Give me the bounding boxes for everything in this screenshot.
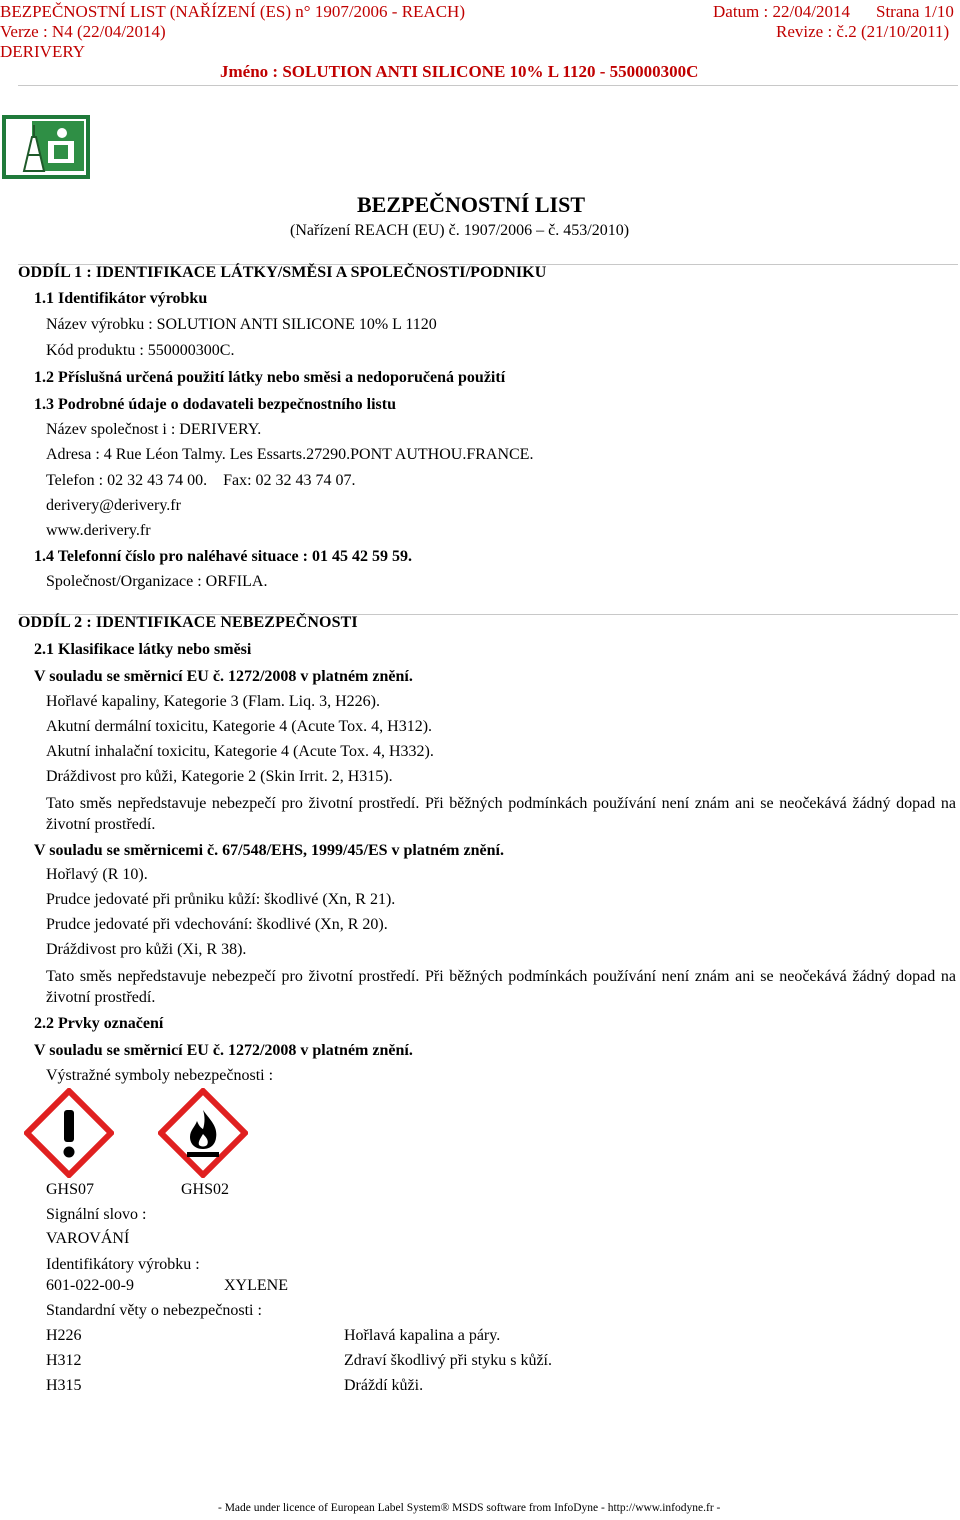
clp-item: Akutní dermální toxicitu, Kategorie 4 (Acute Tox. 4, H312). xyxy=(46,718,433,735)
dsd-item: Prudce jedovaté při vdechování: škodlivé (Xn, R 20). xyxy=(46,916,388,933)
clp-item: Akutní inhalační toxicitu, Kategorie 4 (Acute Tox. 4, H332). xyxy=(46,743,434,760)
supplier-name: Název společnost i : DERIVERY. xyxy=(46,421,262,438)
s11-title: 1.1 Identifikátor výrobku xyxy=(34,290,208,307)
footer-text: - Made under licence of European Label System® MSDS software from InfoDyne - http://www.infodyne.fr - xyxy=(218,1502,721,1514)
s12-title: 1.2 Příslušná určená použití látky nebo směsi a nedoporučená použití xyxy=(34,369,506,386)
hazard-text: Zdraví škodlivý při styku s kůží. xyxy=(344,1352,552,1369)
dsd-item: Prudce jedovaté při průniku kůží: škodlivé (Xn, R 21). xyxy=(46,891,396,908)
hazard-text: Hořlavá kapalina a páry. xyxy=(344,1327,501,1344)
signal-word: VAROVÁNÍ xyxy=(46,1230,130,1247)
section2-heading: ODDÍL 2 : IDENTIFIKACE NEBEZPEČNOSTI xyxy=(18,614,358,631)
hazard-code: H315 xyxy=(46,1377,82,1394)
clp-item: Hořlavé kapaliny, Kategorie 3 (Flam. Liq. 3, H226). xyxy=(46,693,380,710)
pictograms-label: Výstražné symboly nebezpečnosti : xyxy=(46,1067,274,1084)
header-divider xyxy=(18,85,958,86)
clp-item: Dráždivost pro kůži, Kategorie 2 (Skin Irrit. 2, H315). xyxy=(46,768,393,785)
page-number: Strana 1/10 xyxy=(876,2,954,21)
doc-version: Verze : N4 (22/04/2014) xyxy=(0,22,166,41)
doc-title: BEZPEČNOSTNÍ LIST (NAŘÍZENÍ (ES) n° 1907/2006 - REACH) xyxy=(0,2,465,21)
env-note-clp: Tato směs nepředstavuje nebezpečí pro životní prostředí. Při běžných podmínkách používání není znám ani se neočekává žádný dopad na životní prostředí. xyxy=(46,795,956,833)
company-name: DERIVERY xyxy=(0,42,85,61)
pictogram-code: GHS02 xyxy=(181,1181,230,1198)
product-name: Název výrobku : SOLUTION ANTI SILICONE 10% L 1120 xyxy=(46,316,437,333)
exclamation-mark-icon xyxy=(24,1088,114,1178)
dsd-item: Dráždivost pro kůži (Xi, R 38). xyxy=(46,941,247,958)
identifier-code: 601-022-00-9 xyxy=(46,1277,134,1294)
pictogram-code: GHS07 xyxy=(46,1181,95,1198)
company-logo xyxy=(2,115,90,179)
supplier-email[interactable]: derivery@derivery.fr xyxy=(46,497,181,514)
header-product-name: Jméno : SOLUTION ANTI SILICONE 10% L 1120 - 550000300C xyxy=(220,62,699,81)
page-subtitle: (Nařízení REACH (EU) č. 1907/2006 – č. 453/2010) xyxy=(290,222,630,239)
emergency-organization: Společnost/Organizace : ORFILA. xyxy=(46,573,268,590)
clp-title: V souladu se směrnicí EU č. 1272/2008 v platném znění. xyxy=(34,668,413,685)
hazard-code: H312 xyxy=(46,1352,82,1369)
identifier-name: XYLENE xyxy=(224,1277,288,1294)
product-code: Kód produktu : 550000300C. xyxy=(46,342,235,359)
flame-icon xyxy=(158,1088,248,1178)
dsd-item: Hořlavý (R 10). xyxy=(46,866,148,883)
hazard-code: H226 xyxy=(46,1327,82,1344)
page-title: BEZPEČNOSTNÍ LIST xyxy=(357,192,586,217)
s13-title: 1.3 Podrobné údaje o dodavateli bezpečnostního listu xyxy=(34,396,396,413)
identifiers-label: Identifikátory výrobku : xyxy=(46,1256,200,1273)
clp-title-2: V souladu se směrnicí EU č. 1272/2008 v platném znění. xyxy=(34,1042,413,1059)
dsd-title: V souladu se směrnicemi č. 67/548/EHS, 1999/45/ES v platném znění. xyxy=(34,842,504,859)
s14-title: 1.4 Telefonní číslo pro naléhavé situace : 01 45 42 59 59. xyxy=(34,548,412,565)
signal-word-label: Signální slovo : xyxy=(46,1206,147,1223)
section1-heading: ODDÍL 1 : IDENTIFIKACE LÁTKY/SMĚSI A SPOLEČNOSTI/PODNIKU xyxy=(18,264,547,281)
doc-revision: Revize : č.2 (21/10/2011) xyxy=(776,22,950,41)
doc-date: Datum : 22/04/2014 xyxy=(713,2,850,21)
s21-title: 2.1 Klasifikace látky nebo směsi xyxy=(34,641,252,658)
env-note-dsd: Tato směs nepředstavuje nebezpečí pro životní prostředí. Při běžných podmínkách používání není znám ani se neočekává žádný dopad na životní prostředí. xyxy=(46,968,956,1006)
hazard-text: Dráždí kůži. xyxy=(344,1377,424,1394)
supplier-address: Adresa : 4 Rue Léon Talmy. Les Essarts.27290.PONT AUTHOU.FRANCE. xyxy=(46,446,534,463)
supplier-website[interactable]: www.derivery.fr xyxy=(46,522,151,539)
supplier-phone-fax: Telefon : 02 32 43 74 00. Fax: 02 32 43 74 07. xyxy=(46,472,356,489)
s22-title: 2.2 Prvky označení xyxy=(34,1015,164,1032)
hazard-statements-label: Standardní věty o nebezpečnosti : xyxy=(46,1302,262,1319)
